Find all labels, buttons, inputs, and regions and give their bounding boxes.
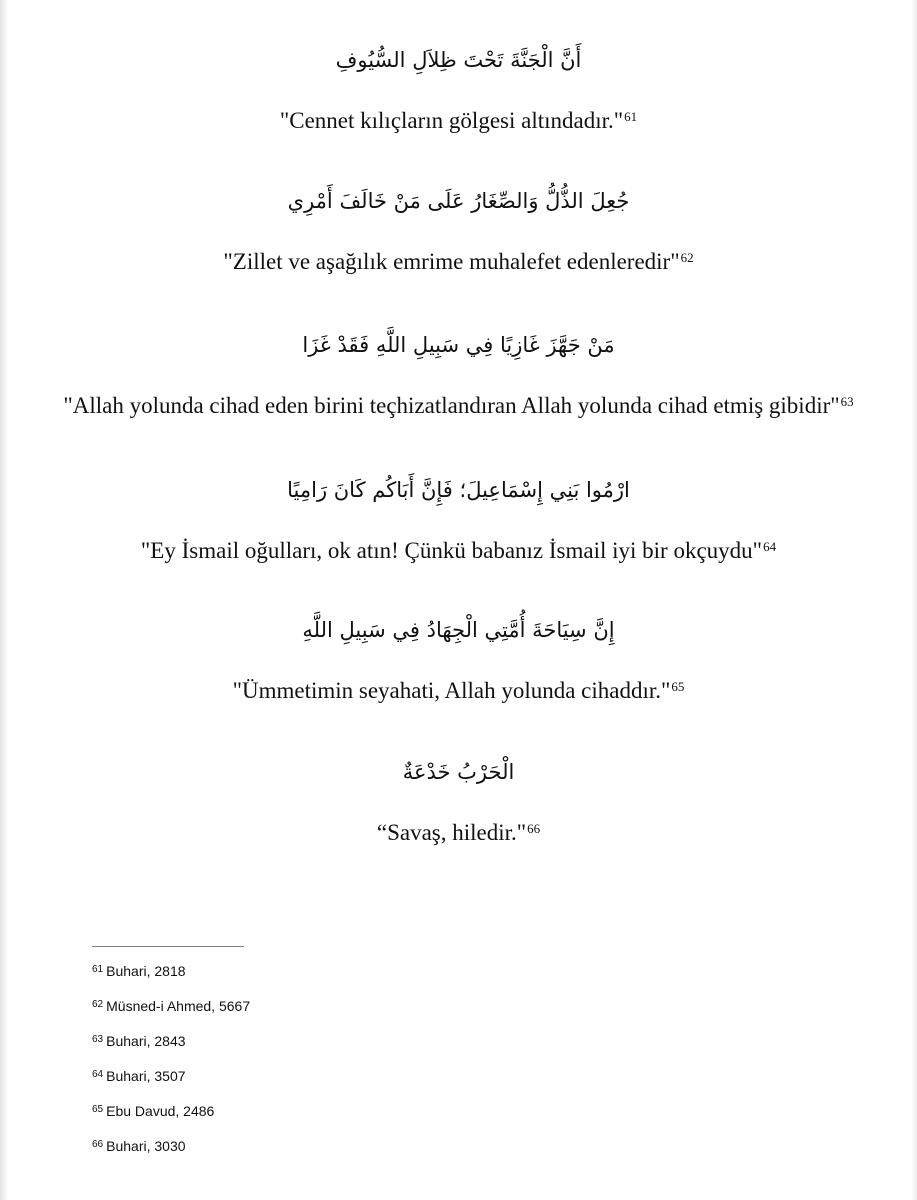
footnote-reference[interactable]: 61 [624, 109, 638, 124]
translation-text: "Ümmetimin seyahati, Allah yolunda cihaddır." [232, 678, 671, 703]
hadith-block-3 [0, 329, 917, 421]
footnote-reference[interactable]: 63 [840, 394, 854, 409]
hadith-translation [0, 532, 917, 566]
translation-text: “Savaş, hiledir." [376, 820, 527, 845]
footnote-reference[interactable]: 65 [671, 679, 685, 694]
hadith-block-6 [0, 756, 917, 848]
hadith-block-4 [0, 474, 917, 566]
footnote-item [92, 960, 692, 995]
hadith-translation [0, 672, 917, 706]
footnote-text: Ebu Davud, 2486 [106, 1103, 215, 1119]
hadith-translation [0, 387, 917, 421]
footnote-item [92, 995, 692, 1030]
footnote-text: Buhari, 2843 [106, 1033, 186, 1049]
footnote-number: 65 [92, 1104, 104, 1115]
footnote-number: 66 [92, 1139, 104, 1150]
hadith-arabic-text: إِنَّ سِيَاحَةَ أُمَّتِي الْجِهَادُ فِي سَبِيلِ اللَّهِ [302, 618, 615, 642]
footnote-number: 63 [92, 1034, 104, 1045]
footnote-number: 64 [92, 1069, 104, 1080]
footnote-reference[interactable]: 64 [763, 539, 777, 554]
footnote-item [92, 1065, 692, 1100]
footnote-separator [92, 946, 244, 947]
footnote-text: Buhari, 3030 [106, 1138, 186, 1154]
footnote-number: 62 [92, 999, 104, 1010]
footnote-text: Buhari, 3507 [106, 1068, 186, 1084]
footnote-item [92, 1100, 692, 1135]
footnote-text: Müsned-i Ahmed, 5667 [106, 998, 251, 1014]
hadith-arabic-text: مَنْ جَهَّزَ غَازِيًا فِي سَبِيلِ اللَّهِ فَقَدْ غَزَا [302, 333, 615, 357]
footnote-item [92, 1135, 692, 1170]
footnote-reference[interactable]: 62 [680, 250, 694, 265]
footnote-item [92, 1030, 692, 1065]
hadith-arabic-text: أَنَّ الْجَنَّةَ تَحْتَ ظِلاَلِ السُّيُوفِ [335, 48, 582, 72]
hadith-arabic-text: جُعِلَ الذُّلُّ وَالصِّغَارُ عَلَى مَنْ خَالَفَ أَمْرِي [287, 189, 630, 213]
hadith-arabic-text: الْحَرْبُ خَدْعَةٌ [402, 760, 515, 784]
hadith-block-5 [0, 614, 917, 706]
hadith-arabic-text: ارْمُوا بَنِي إِسْمَاعِيلَ؛ فَإِنَّ أَبَاكُم كَانَ رَامِيًا [287, 478, 630, 502]
page-edge-left [0, 0, 8, 1200]
hadith-translation [0, 102, 917, 136]
footnotes-list [92, 960, 692, 1170]
translation-text: "Zillet ve aşağılık emrime muhalefet edenleredir" [223, 249, 680, 274]
hadith-block-1 [0, 44, 917, 136]
hadith-translation [0, 814, 917, 848]
footnote-reference[interactable]: 66 [527, 821, 541, 836]
hadith-block-2 [0, 185, 917, 277]
translation-text: "Allah yolunda cihad eden birini teçhizatlandıran Allah yolunda cihad etmiş gibidir" [63, 393, 840, 418]
translation-text: "Ey İsmail oğulları, ok atın! Çünkü babanız İsmail iyi bir okçuydu" [140, 538, 763, 563]
page-edge-right [911, 0, 917, 1200]
footnote-number: 61 [92, 964, 104, 975]
hadith-translation [0, 243, 917, 277]
footnote-text: Buhari, 2818 [106, 963, 186, 979]
translation-text: "Cennet kılıçların gölgesi altındadır." [279, 108, 624, 133]
